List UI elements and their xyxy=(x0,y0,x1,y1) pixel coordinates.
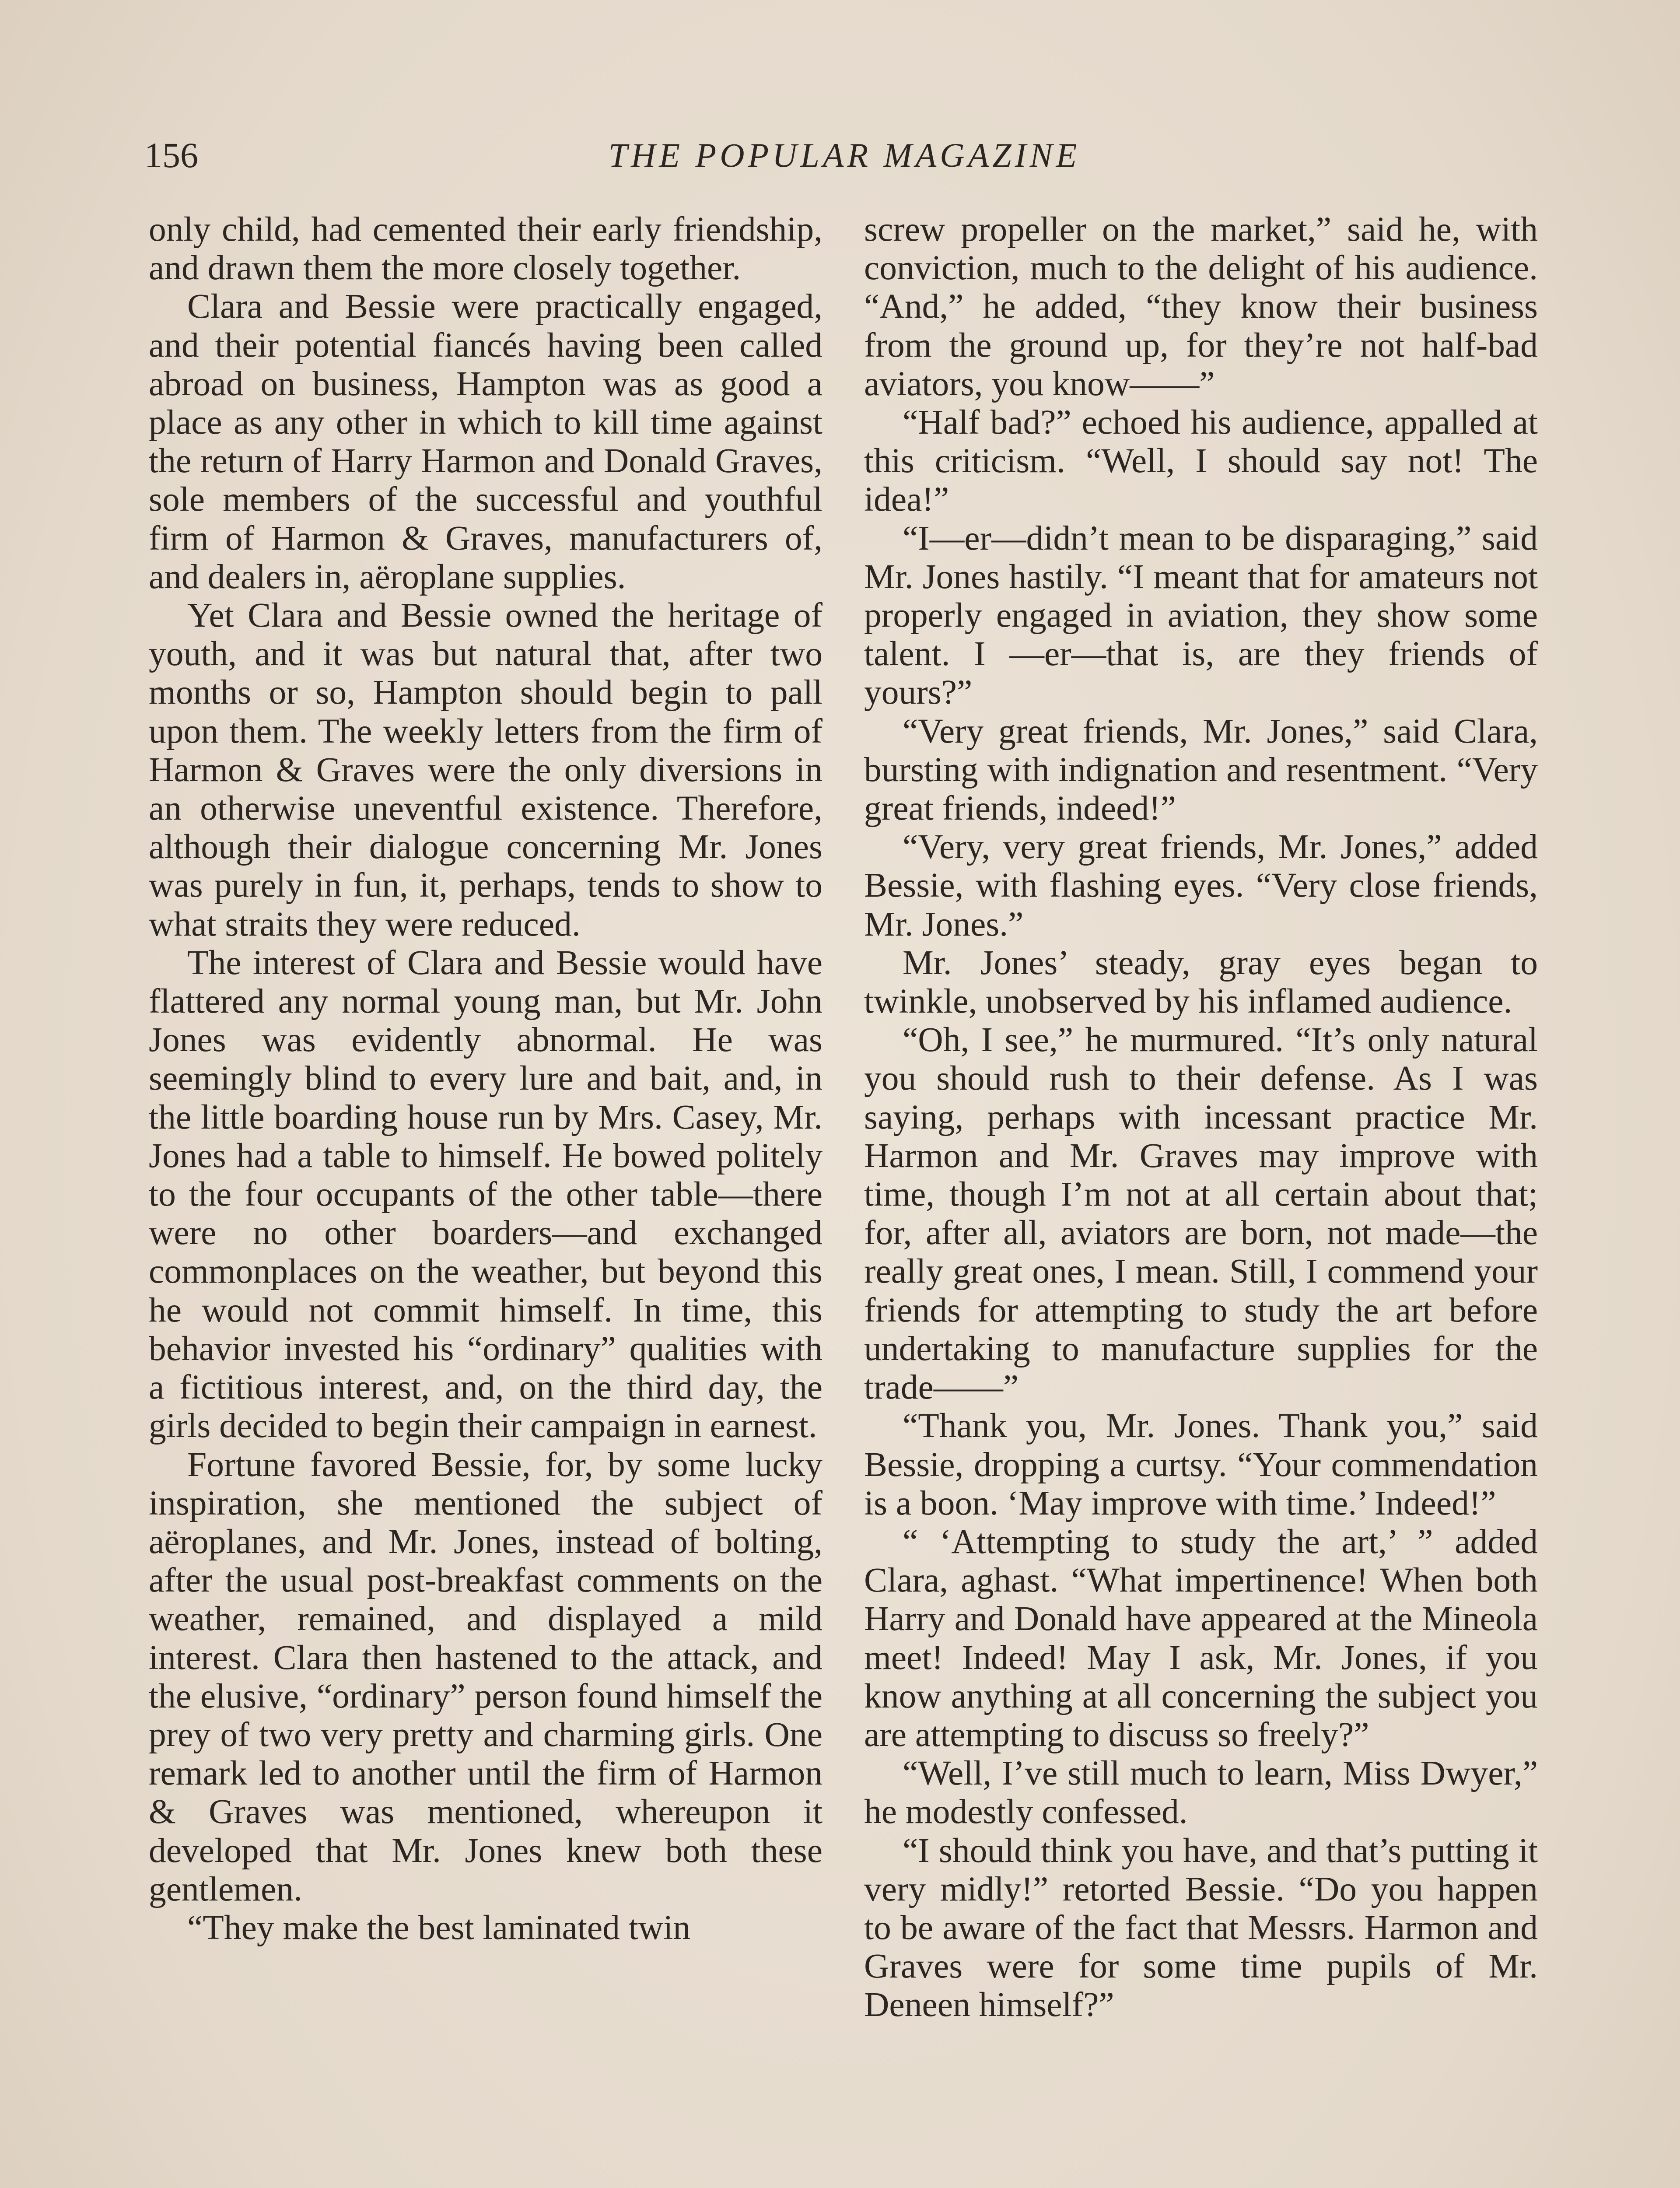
paragraph: “Thank you, Mr. Jones. Thank you,” said Bessie, dropping a curtsy. “Your commendation is a boon. ‘May improve with time.’ Indeed!” xyxy=(864,1406,1538,1522)
paragraph: “ ‘Attempting to study the art,’ ” added Clara, aghast. “What impertinence! When both Harry and Donald have appeared at the Mineola meet! Indeed! May I ask, Mr. Jones, if you know anything at all concerning the subject you are attempting to discuss so freely?” xyxy=(864,1522,1538,1754)
paragraph: “They make the best laminated twin xyxy=(187,1908,691,1947)
paragraph: screw propeller on the market,” said he, with conviction, much to the delight of his audience. “And,” he added, “they know their business from the ground up, for they’re not half-bad aviators, you know——” xyxy=(864,210,1538,403)
paragraph: Clara and Bessie were practically engaged, and their potential fiancés having been called abroad on business, Hampton was as good a place as any other in which to kill time against the return of Harry Harmon and Donald Graves, sole members of the successful and youthful firm of Harmon & Graves, manufacturers of, and dealers in, aëroplane supplies. xyxy=(149,287,822,596)
paragraph: “Well, I’ve still much to learn, Miss Dwyer,” he modestly confessed. xyxy=(864,1754,1538,1831)
running-title: THE POPULAR MAGAZINE xyxy=(608,136,1081,174)
page-number: 156 xyxy=(144,135,198,175)
paragraph: “Half bad?” echoed his audience, appalled at this criticism. “Well, I should say not! The idea!” xyxy=(864,403,1538,519)
paragraph: Yet Clara and Bessie owned the heritage of youth, and it was but natural that, after two months or so, Hampton should begin to pall upon them. The weekly letters from the firm of Harmon & Graves were the only diversions in an otherwise uneventful existence. Therefore, although their dialogue concerning Mr. Jones was purely in fun, it, perhaps, tends to show to what straits they were reduced. xyxy=(149,596,822,943)
paragraph: “I should think you have, and that’s putting it very midly!” retorted Bessie. “Do you happen to be aware of the fact that Messrs. Harmon and Graves were for some time pupils of Mr. Deneen himself?” xyxy=(864,1831,1538,2024)
paragraph: only child, had cemented their early friendship, and drawn them the more closely together. xyxy=(149,210,822,288)
paragraph: The interest of Clara and Bessie would have flattered any normal young man, but Mr. John Jones was evidently abnormal. He was seemingly blind to every lure and bait, and, in the little boarding house run by Mrs. Casey, Mr. Jones had a table to himself. He bowed politely to the four occupants of the other table—there were no other boarders—and exchanged commonplaces on the weather, but beyond this he would not commit himself. In time, this behavior invested his “ordinary” qualities with a fictitious interest, and, on the third day, the girls decided to begin their campaign in earnest. xyxy=(149,943,822,1445)
paragraph: Mr. Jones’ steady, gray eyes began to twinkle, unobserved by his inflamed audience. xyxy=(864,943,1538,1021)
paragraph: “I—er—didn’t mean to be disparaging,” said Mr. Jones hastily. “I meant that for amateurs not properly engaged in aviation, they show some talent. I —er—that is, are they friends of yours?” xyxy=(864,519,1538,712)
left-column xyxy=(149,210,822,1947)
paragraph: “Very great friends, Mr. Jones,” said Clara, bursting with indignation and resentment. “Very great friends, indeed!” xyxy=(864,712,1538,828)
paragraph: “Very, very great friends, Mr. Jones,” added Bessie, with flashing eyes. “Very close friends, Mr. Jones.” xyxy=(864,828,1538,943)
page-header xyxy=(144,131,1544,179)
paragraph: Fortune favored Bessie, for, by some lucky inspiration, she mentioned the subject of aëroplanes, and Mr. Jones, instead of bolting, after the usual post-breakfast comments on the weather, remained, and displayed a mild interest. Clara then hastened to the attack, and the elusive, “ordinary” person found himself the prey of two very pretty and charming girls. One remark led to another until the firm of Harmon & Graves was mentioned, whereupon it developed that Mr. Jones knew both these gentlemen. xyxy=(149,1445,822,1908)
right-column xyxy=(864,210,1538,2024)
paragraph: “Oh, I see,” he murmured. “It’s only natural you should rush to their defense. As I was saying, perhaps with incessant practice Mr. Harmon and Mr. Graves may improve with time, though I’m not at all certain about that; for, after all, aviators are born, not made—the really great ones, I mean. Still, I commend your friends for attempting to study the art before undertaking to manufacture supplies for the trade——” xyxy=(864,1020,1538,1407)
